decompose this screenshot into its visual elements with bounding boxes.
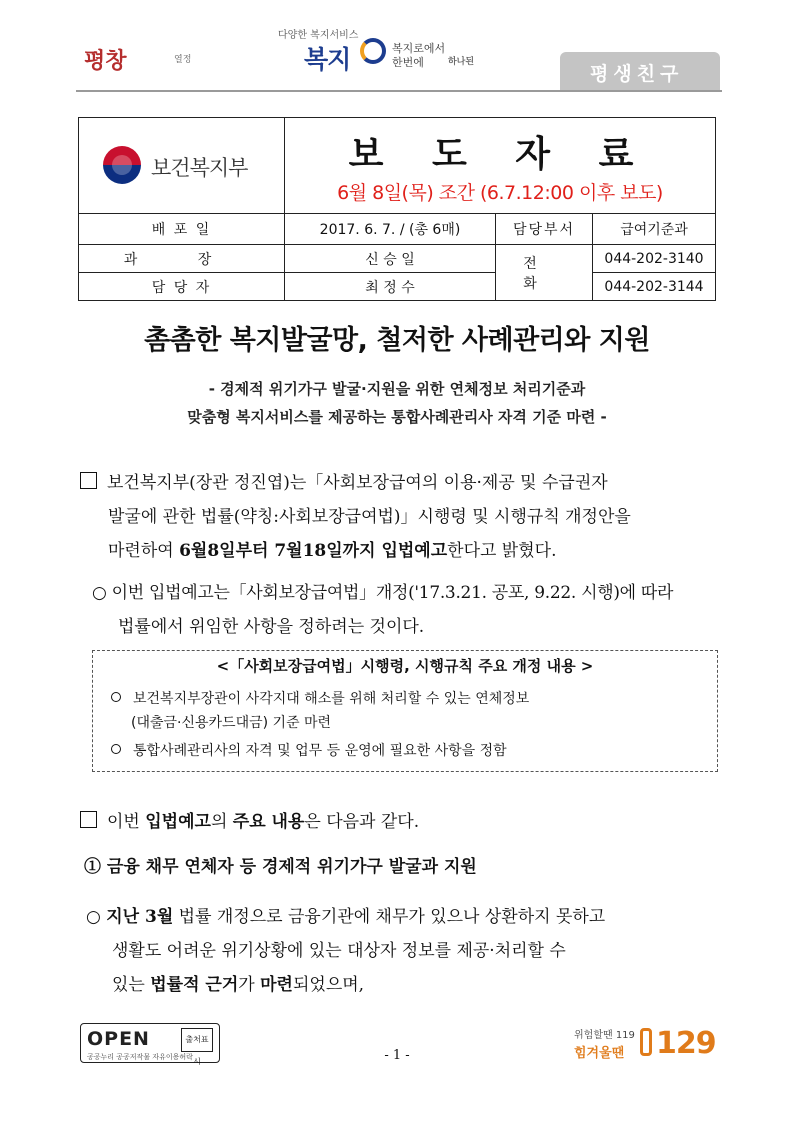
summary-item-1-a: 보건복지부장관이 사각지대 해소를 위해 처리할 수 있는 연체정보 xyxy=(133,691,530,707)
header-rule xyxy=(76,90,722,92)
phone-2: 044-202-3144 xyxy=(593,273,716,301)
chief-label: 과 장 xyxy=(79,245,285,273)
ministry-name: 보건복지부 xyxy=(151,156,248,180)
p1-l3-a: 마련하여 xyxy=(108,541,180,561)
p4-l3-e: 되었으며, xyxy=(292,975,365,995)
p3-c: 의 xyxy=(210,812,233,832)
phone-icon xyxy=(640,1028,652,1056)
p4-line-2: 생활도 어려운 위기상황에 있는 대상자 정보를 제공·처리할 수 xyxy=(112,941,566,961)
summary-box xyxy=(92,650,718,772)
phone-1: 044-202-3140 xyxy=(593,245,716,273)
tab-label: 평생친구 xyxy=(590,63,684,85)
summary-item-1 xyxy=(111,687,529,711)
dept-label: 담당부서 xyxy=(496,214,593,245)
p2-line-2: 법률에서 위임한 사항을 정하려는 것이다. xyxy=(118,617,425,637)
hotline-number: 129 xyxy=(656,1026,716,1061)
staff-value: 최 정 수 xyxy=(285,273,496,301)
dist-value: 2017. 6. 7. / (총 6매) xyxy=(285,214,496,245)
p2-line-1: ○ 이번 입법예고는「사회보장급여법」개정('17.3.21. 공포, 9.22. 시행)에 따라 xyxy=(92,583,674,603)
p3-a: 이번 xyxy=(107,812,146,832)
checkbox-bullet-icon xyxy=(80,811,97,828)
p1-l3-c: 한다고 밝혔다. xyxy=(447,541,557,561)
ministry-logo-cell xyxy=(79,118,285,214)
p4-l3-a: 있는 xyxy=(112,975,151,995)
checkbox-bullet-icon xyxy=(80,472,97,489)
p1-line-1: 보건복지부(장관 정진엽)는「사회보장급여의 이용·제공 및 수급권자 xyxy=(107,473,608,493)
summary-item-2 xyxy=(111,739,507,763)
p1-line-2: 발굴에 관한 법률(약칭:사회보장급여법)」시행령 및 시행규칙 개정안을 xyxy=(108,507,631,527)
p4-bold-2: 법률적 근거 xyxy=(150,975,239,995)
bokjiro-tagline: 다양한 복지서비스 xyxy=(278,30,359,41)
section-heading-1: ① 금융 채무 연체자 등 경제적 위기가구 발굴과 지원 xyxy=(84,857,477,877)
bokjiro-side-2: 한번에 xyxy=(392,56,424,69)
p3-bold-2: 주요 내용 xyxy=(232,812,305,832)
press-release-table xyxy=(78,117,716,301)
page-number: - 1 - xyxy=(384,1048,410,1063)
subtitle-line-1: - 경제적 위기가구 발굴·지원을 위한 연체정보 처리기준과 xyxy=(208,380,586,398)
title-cell xyxy=(285,118,716,214)
dept-value: 급여기준과 xyxy=(593,214,716,245)
bokjiro-name: 복지 xyxy=(304,45,351,74)
press-title: 보 도 자 료 xyxy=(348,134,652,175)
summary-box-heading: <「사회보장급여법」시행령, 시행규칙 주요 개정 내용 > xyxy=(216,657,594,675)
dist-label: 배 포 일 xyxy=(79,214,285,245)
hotline-text-2: 힘겨울땐 xyxy=(574,1046,625,1061)
hotline-logo xyxy=(572,1020,722,1066)
hotline-text-1: 위험할땐 119 xyxy=(574,1030,635,1041)
p4-a: ○ xyxy=(86,907,107,927)
government-emblem-icon xyxy=(103,146,141,184)
summary-item-2-text: 통합사례관리사의 자격 및 업무 등 운영에 필요한 사항을 정함 xyxy=(133,743,507,759)
p3-e: 은 다음과 같다. xyxy=(304,812,420,832)
p4-line-3 xyxy=(86,968,726,1002)
bokjiro-side-text xyxy=(392,42,445,70)
open-note: 공공누리 공공저작물 자유이용허락 xyxy=(87,1053,193,1061)
paragraph-1 xyxy=(80,466,720,568)
p4-line-1 xyxy=(86,900,726,934)
circle-bullet-icon xyxy=(111,744,121,754)
staff-label: 담 당 자 xyxy=(79,273,285,301)
p3-bold-1: 입법예고 xyxy=(145,812,211,832)
circle-bullet-icon xyxy=(111,692,121,702)
pc-logo-text: 평창 xyxy=(84,48,127,74)
p1-l3-bold: 6월8일부터 7월18일까지 입법예고 xyxy=(179,541,448,561)
release-date: 6월 8일(목) 조간 (6.7.12:00 이후 보도) xyxy=(337,182,663,204)
p4-bold-3: 마련 xyxy=(260,975,293,995)
summary-item-1-b: (대출금·신용카드대금) 기준 마련 xyxy=(131,715,332,731)
p4-bold-1: 지난 3월 xyxy=(106,907,174,927)
p1-line-3 xyxy=(80,534,720,568)
subtitle-line-2: 맞춤형 복지서비스를 제공하는 통합사례관리사 자격 기준 마련 - xyxy=(187,408,607,426)
paragraph-3 xyxy=(80,805,720,839)
bokjiro-ring-icon xyxy=(360,38,386,64)
attribution-icon: 출처표시 xyxy=(181,1028,213,1052)
bokjiro-side-1: 복지로에서 xyxy=(392,42,446,55)
p4-l3-c: 가 xyxy=(238,975,261,995)
pc-side-left: 하나된 xyxy=(447,57,475,67)
chief-value: 신 승 일 xyxy=(285,245,496,273)
document-title: 촘촘한 복지발굴망, 철저한 사례관리와 지원 xyxy=(144,325,650,356)
phone-label: 전 화 xyxy=(496,245,593,301)
paragraph-4 xyxy=(86,900,726,1002)
p4-c: 법률 개정으로 금융기관에 채무가 있으나 상환하지 못하고 xyxy=(173,907,606,927)
lifelong-friend-tab xyxy=(560,52,720,90)
paragraph-2 xyxy=(92,576,720,644)
open-label: OPEN xyxy=(87,1028,150,1050)
pc-side-right: 열정 xyxy=(174,55,192,65)
bokjiro-logo xyxy=(268,24,468,80)
